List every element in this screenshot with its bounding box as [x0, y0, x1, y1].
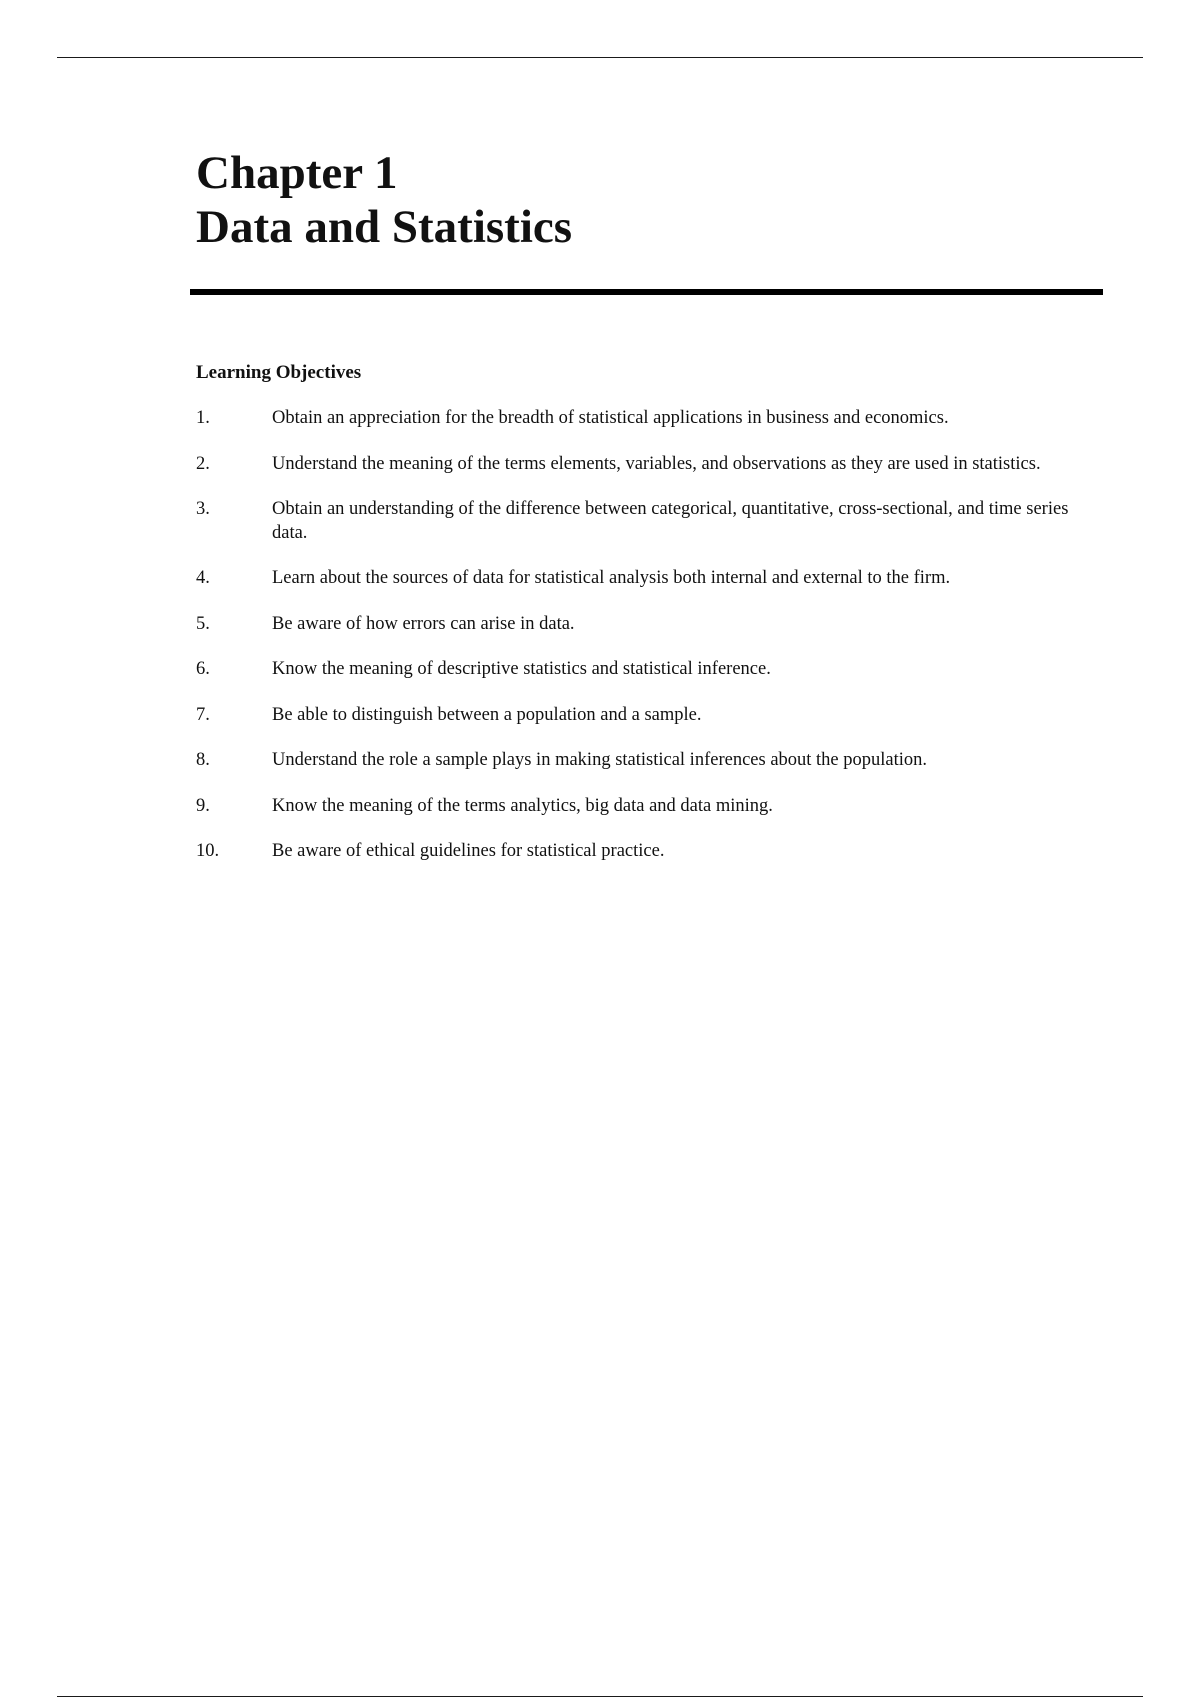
chapter-title-rule: [190, 289, 1103, 295]
objective-item: [196, 658, 1076, 682]
objective-number: 4.: [196, 568, 210, 588]
objective-text: Learn about the sources of data for statistical analysis both internal and external to the firm.: [272, 568, 951, 588]
objective-number: 8.: [196, 750, 210, 770]
objective-number: 5.: [196, 613, 210, 634]
chapter-number: Chapter 1: [196, 147, 398, 199]
objective-number: 1.: [196, 408, 210, 428]
objective-text: Be able to distinguish between a population and a sample.: [272, 704, 702, 725]
objective-text: Understand the role a sample plays in making statistical inferences about the population.: [272, 750, 928, 770]
objective-text: Be aware of how errors can arise in data.: [272, 613, 575, 634]
objective-number: 10.: [196, 841, 220, 861]
objective-text: Obtain an understanding of the difference between categorical, quantitative, cross-sectional, and time series data.: [272, 499, 1069, 543]
objective-item: [196, 613, 1076, 637]
objective-item: [196, 749, 1076, 773]
chapter-heading: [196, 146, 572, 254]
objective-number: 7.: [196, 704, 210, 725]
objective-item: [196, 498, 1076, 545]
objective-number: 2.: [196, 453, 210, 474]
objective-number: 9.: [196, 795, 210, 816]
chapter-title: Data and Statistics: [196, 201, 573, 253]
page-bottom-rule: [57, 1696, 1143, 1697]
objective-text: Obtain an appreciation for the breadth of statistical applications in business and economics.: [272, 408, 949, 428]
objective-text: Know the meaning of descriptive statistics and statistical inference.: [272, 659, 771, 679]
objective-item: [196, 704, 1076, 728]
objective-item: [196, 795, 1076, 819]
objective-item: [196, 840, 1076, 864]
objective-number: 3.: [196, 499, 210, 519]
objective-item: [196, 453, 1076, 477]
objective-item: [196, 567, 1076, 591]
objective-number: 6.: [196, 659, 210, 679]
learning-objectives-heading: Learning Objectives: [196, 362, 362, 383]
page-top-rule: [57, 57, 1143, 58]
objective-text: Know the meaning of the terms analytics, big data and data mining.: [272, 795, 773, 816]
learning-objectives-list: [196, 407, 1076, 886]
objective-text: Be aware of ethical guidelines for statistical practice.: [272, 841, 665, 861]
objective-text: Understand the meaning of the terms elements, variables, and observations as they are used in statistics.: [272, 453, 1041, 474]
objective-item: [196, 407, 1076, 431]
